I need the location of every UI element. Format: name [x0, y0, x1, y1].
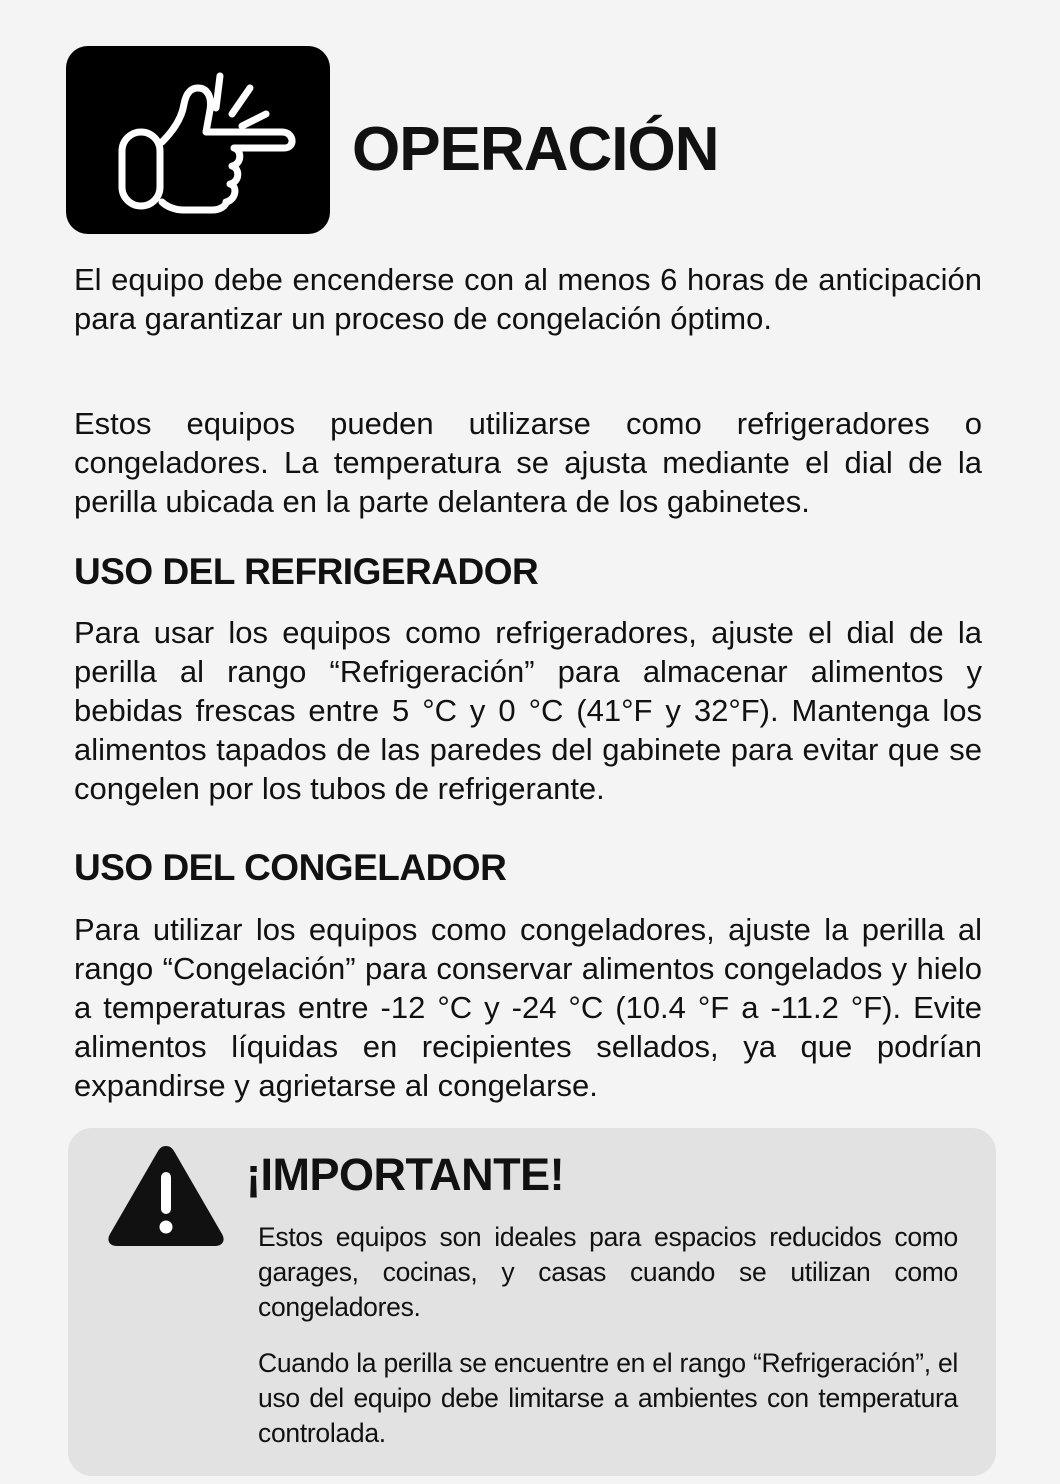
freezer-section-title: USO DEL CONGELADOR: [74, 847, 507, 888]
refrigerator-section-body: Para usar los equipos como refrigeradores, ajuste el dial de la perilla al rango “Refrigeración” para almacenar alimentos y bebidas frescas entre 5 °C y 0 °C (41°F y 32°F). Mantenga los alimentos tapados de las paredes del gabinete para evitar que se congelen por los tubos de refrigerante.: [74, 615, 982, 806]
intro-paragraph-1: El equipo debe encenderse con al menos 6 horas de anticipación para garantizar un proceso de congelación óptimo.: [74, 262, 982, 336]
important-title: ¡IMPORTANTE!: [246, 1149, 565, 1200]
refrigerator-section-title: USO DEL REFRIGERADOR: [74, 551, 539, 592]
warning-triangle-icon: [104, 1140, 228, 1252]
freezer-section-body: Para utilizar los equipos como congeladores, ajuste la perilla al rango “Congelación” para conservar alimentos congelados y hielo a temperaturas entre -12 °C y -24 °C (10.4 °F a -11.2 °F). Evite alimentos líquidas en recipientes sellados, ya que podrían expandirse y agrietarse al congelarse.: [74, 912, 982, 1103]
header-icon-box: [66, 46, 330, 234]
pointing-hand-icon: [66, 46, 330, 234]
page-title: OPERACIÓN: [352, 115, 719, 184]
intro-paragraph-2: Estos equipos pueden utilizarse como refrigeradores o congeladores. La temperatura se ajusta mediante el dial de la perilla ubicada en la parte delantera de los gabinetes.: [74, 406, 982, 519]
important-paragraph-2: Cuando la perilla se encuentre en el rango “Refrigeración”, el uso del equipo debe limitarse a ambientes con temperatura controlada.: [258, 1348, 958, 1448]
important-paragraph-1: Estos equipos son ideales para espacios reducidos como garages, cocinas, y casas cuando se utilizan como congeladores.: [258, 1222, 958, 1322]
